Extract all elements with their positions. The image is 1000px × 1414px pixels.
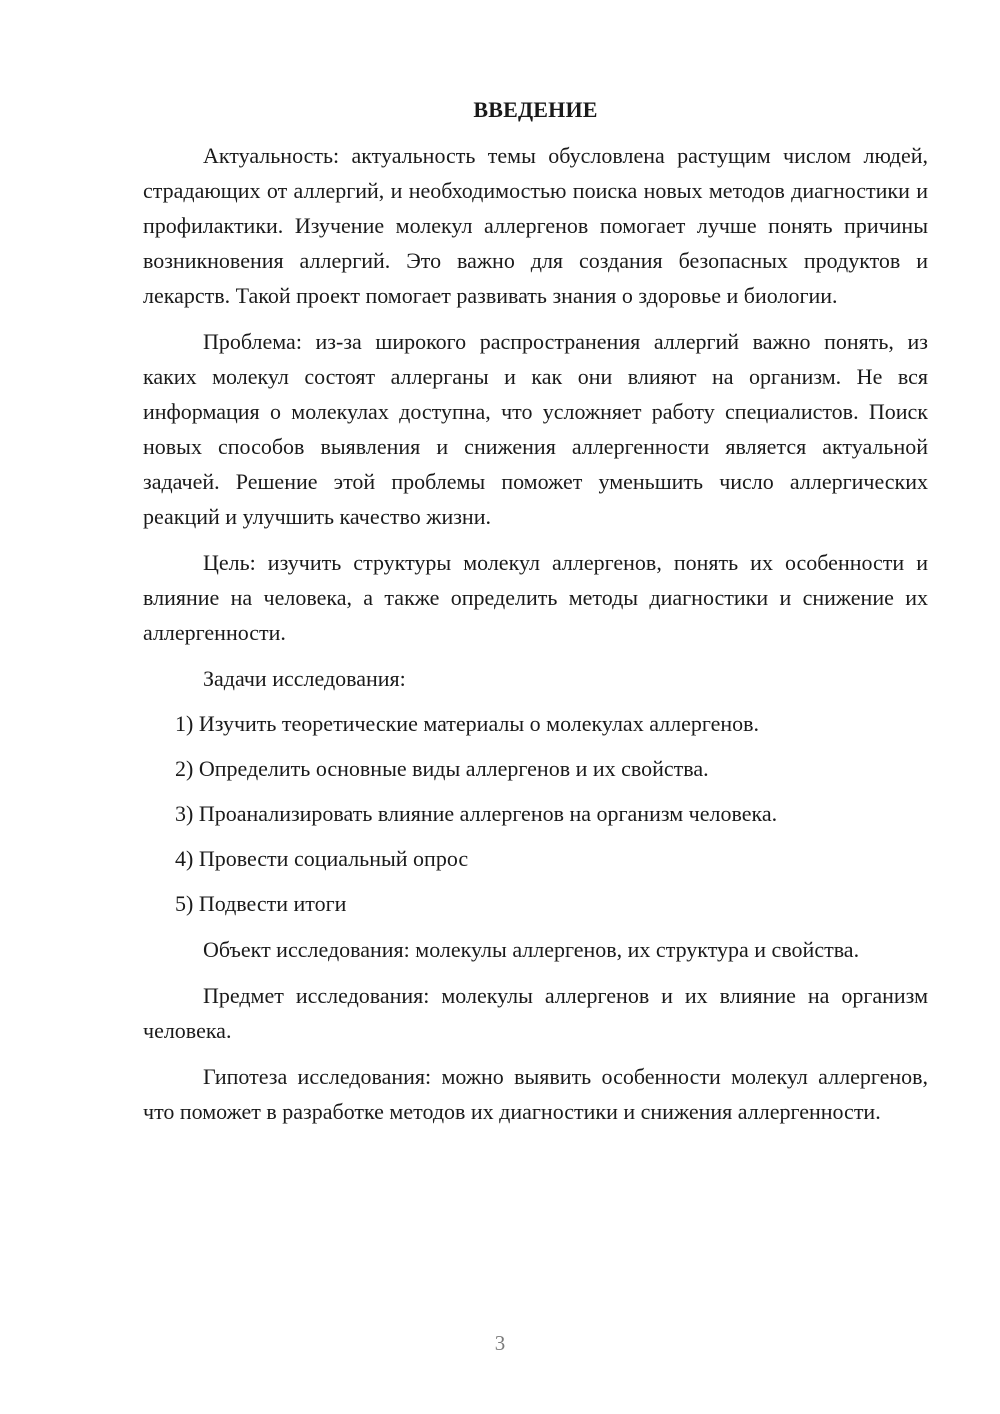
spacer bbox=[143, 127, 928, 138]
list-item: 3) Проанализировать влияние аллергенов на организм человека. bbox=[175, 801, 778, 826]
list-item: 4) Провести социальный опрос bbox=[175, 846, 469, 871]
paragraph-subject: Предмет исследования: молекулы аллергенов и их влияние на организм человека. bbox=[143, 983, 928, 1043]
spacer bbox=[143, 1048, 928, 1059]
paragraph-hypothesis: Гипотеза исследования: можно выявить особенности молекул аллергенов, что поможет в разработке методов их диагностики и снижения аллергенности. bbox=[143, 1064, 928, 1124]
paragraph-goal: Цель: изучить структуры молекул аллергенов, понять их особенности и влияние на человека, а также определить методы диагностики и снижение их аллергенности. bbox=[143, 550, 928, 645]
paragraph-relevance: Актуальность: актуальность темы обусловлена растущим числом людей, страдающих от аллергий, и необходимостью поиска новых методов диагностики и профилактики. Изучение молекул аллергенов помогает лучше понять причины возникновения аллергий. Это важно для создания безопасных продуктов и лекарств. Такой проект помогает развивать знания о здоровье и биологии. bbox=[143, 143, 928, 308]
paragraph-problem: Проблема: из-за широкого распространения аллергий важно понять, из каких молекул состоят аллерганы и как они влияют на организм. Не вся информация о молекулах доступна, что усложняет работу специалистов. Поиск новых способов выявления и снижения аллергенности является актуальной задачей. Решение этой проблемы поможет уменьшить число аллергических реакций и улучшить качество жизни. bbox=[143, 329, 928, 529]
page-number: 3 bbox=[494, 1331, 506, 1355]
list-item: 2) Определить основные виды аллергенов и их свойства. bbox=[175, 756, 709, 781]
spacer bbox=[143, 921, 928, 932]
spacer bbox=[143, 650, 928, 661]
tasks-list bbox=[143, 706, 928, 921]
spacer bbox=[143, 741, 928, 751]
section-title: ВВЕДЕНИЕ bbox=[473, 97, 598, 122]
list-item: 1) Изучить теоретические материалы о молекулах аллергенов. bbox=[175, 711, 760, 736]
spacer bbox=[143, 696, 928, 706]
tasks-heading: Задачи исследования: bbox=[203, 666, 406, 691]
spacer bbox=[143, 786, 928, 796]
paragraph-object: Объект исследования: молекулы аллергенов, их структура и свойства. bbox=[203, 937, 860, 962]
list-item: 5) Подвести итоги bbox=[175, 891, 347, 916]
spacer bbox=[143, 831, 928, 841]
spacer bbox=[143, 313, 928, 324]
spacer bbox=[143, 534, 928, 545]
document-page bbox=[143, 92, 928, 1129]
spacer bbox=[143, 967, 928, 978]
spacer bbox=[143, 876, 928, 886]
